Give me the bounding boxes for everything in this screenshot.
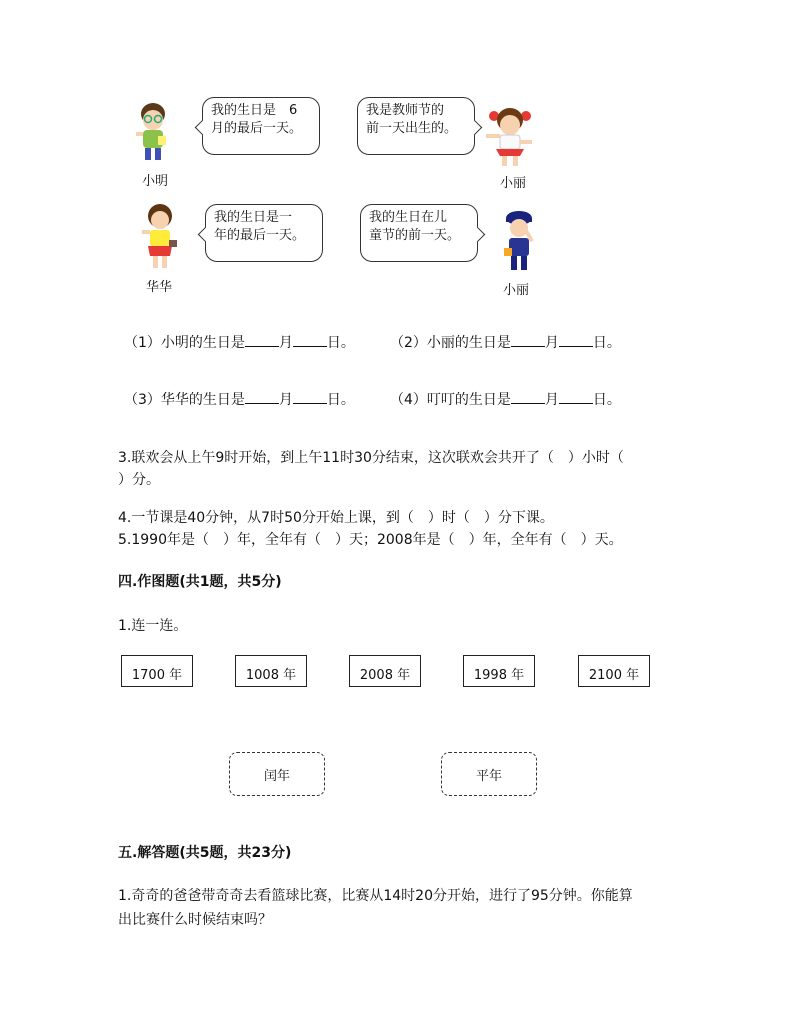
sub-question-3-label: （3）华华的生日是 [124,392,245,408]
answer-blank[interactable] [293,332,327,347]
year-box-4[interactable] [463,655,535,687]
month-label: 月 [278,392,293,408]
question-3-line-1: 3.联欢会从上午9时开始，到上午11时30分结束，这次联欢会共开了（ ）小时（ [118,450,624,466]
answer-blank[interactable] [511,332,545,347]
question-3-line-2: ）分。 [118,472,160,488]
name-xiaoming: 小明 [142,174,169,189]
speech-text: 我的生日是 6 [211,103,298,118]
section-5-question-1-line-1: 1.奇奇的爸爸带奇奇去看篮球比赛，比赛从14时20分开始，进行了95分钟。你能算 [118,888,633,904]
sub-question-2 [390,332,621,353]
sub-question-2-label: （2）小丽的生日是 [390,335,511,351]
leap-year-box[interactable] [229,752,325,796]
common-year-box[interactable] [441,752,537,796]
section-5-title: 五.解答题(共5题，共23分) [118,845,292,861]
speech-bubble-tail [470,227,486,243]
speech-bubble-tail [195,120,211,136]
year-label: 2008 年 [359,668,411,683]
speech-text: 前一天出生的。 [366,121,458,136]
month-label: 月 [544,392,559,408]
name-xiaoli-2: 小丽 [503,283,530,298]
name-xiaoli-1: 小丽 [500,176,527,191]
year-box-2[interactable] [235,655,307,687]
speech-text: 我的生日在儿 [369,210,448,225]
speech-bubble-huahua [205,204,323,262]
answer-blank[interactable] [511,389,545,404]
common-year-label: 平年 [475,768,502,784]
answer-blank[interactable] [559,389,593,404]
section-4-question-1: 1.连一连。 [118,618,188,634]
section-4-title: 四.作图题(共1题，共5分) [118,574,282,590]
year-label: 1700 年 [131,668,183,683]
speech-bubble-tail [467,120,483,136]
boy-cap-illustration [496,208,542,278]
question-5: 5.1990年是（ ）年，全年有（ ）天；2008年是（ ）年，全年有（ ）天。 [118,532,623,548]
answer-blank[interactable] [293,389,327,404]
name-huahua: 华华 [146,280,173,295]
month-label: 月 [278,335,293,351]
year-label: 2100 年 [588,668,640,683]
day-label: 日。 [592,392,621,408]
year-box-1[interactable] [121,655,193,687]
month-label: 月 [544,335,559,351]
year-box-5[interactable] [578,655,650,687]
question-4: 4.一节课是40分钟，从7时50分开始上课，到（ ）时（ ）分下课。 [118,510,554,526]
sub-question-4-label: （4）叮叮的生日是 [390,392,511,408]
sub-question-1-label: （1）小明的生日是 [124,335,245,351]
speech-bubble-xiaoli-1 [357,97,475,155]
boy-glasses-illustration [132,100,174,166]
sub-question-3 [124,389,355,410]
leap-year-label: 闰年 [263,768,290,784]
girl-pigtails-illustration [484,104,536,168]
speech-bubble-xiaoming [202,97,320,155]
day-label: 日。 [326,335,355,351]
year-label: 1008 年 [245,668,297,683]
year-box-3[interactable] [349,655,421,687]
speech-text: 年的最后一天。 [214,228,306,243]
girl-bag-illustration [140,202,180,272]
answer-blank[interactable] [245,389,279,404]
speech-bubble-xiaoli-2 [360,204,478,262]
speech-text: 我的生日是一 [214,210,293,225]
speech-text: 童节的前一天。 [369,228,461,243]
sub-question-4 [390,389,621,410]
day-label: 日。 [326,392,355,408]
year-label: 1998 年 [473,668,525,683]
speech-text: 月的最后一天。 [211,121,303,136]
section-5-question-1-line-2: 出比赛什么时候结束吗？ [118,912,272,928]
answer-blank[interactable] [245,332,279,347]
sub-question-1 [124,332,355,353]
answer-blank[interactable] [559,332,593,347]
speech-text: 我是教师节的 [366,103,445,118]
day-label: 日。 [592,335,621,351]
speech-bubble-tail [198,227,214,243]
